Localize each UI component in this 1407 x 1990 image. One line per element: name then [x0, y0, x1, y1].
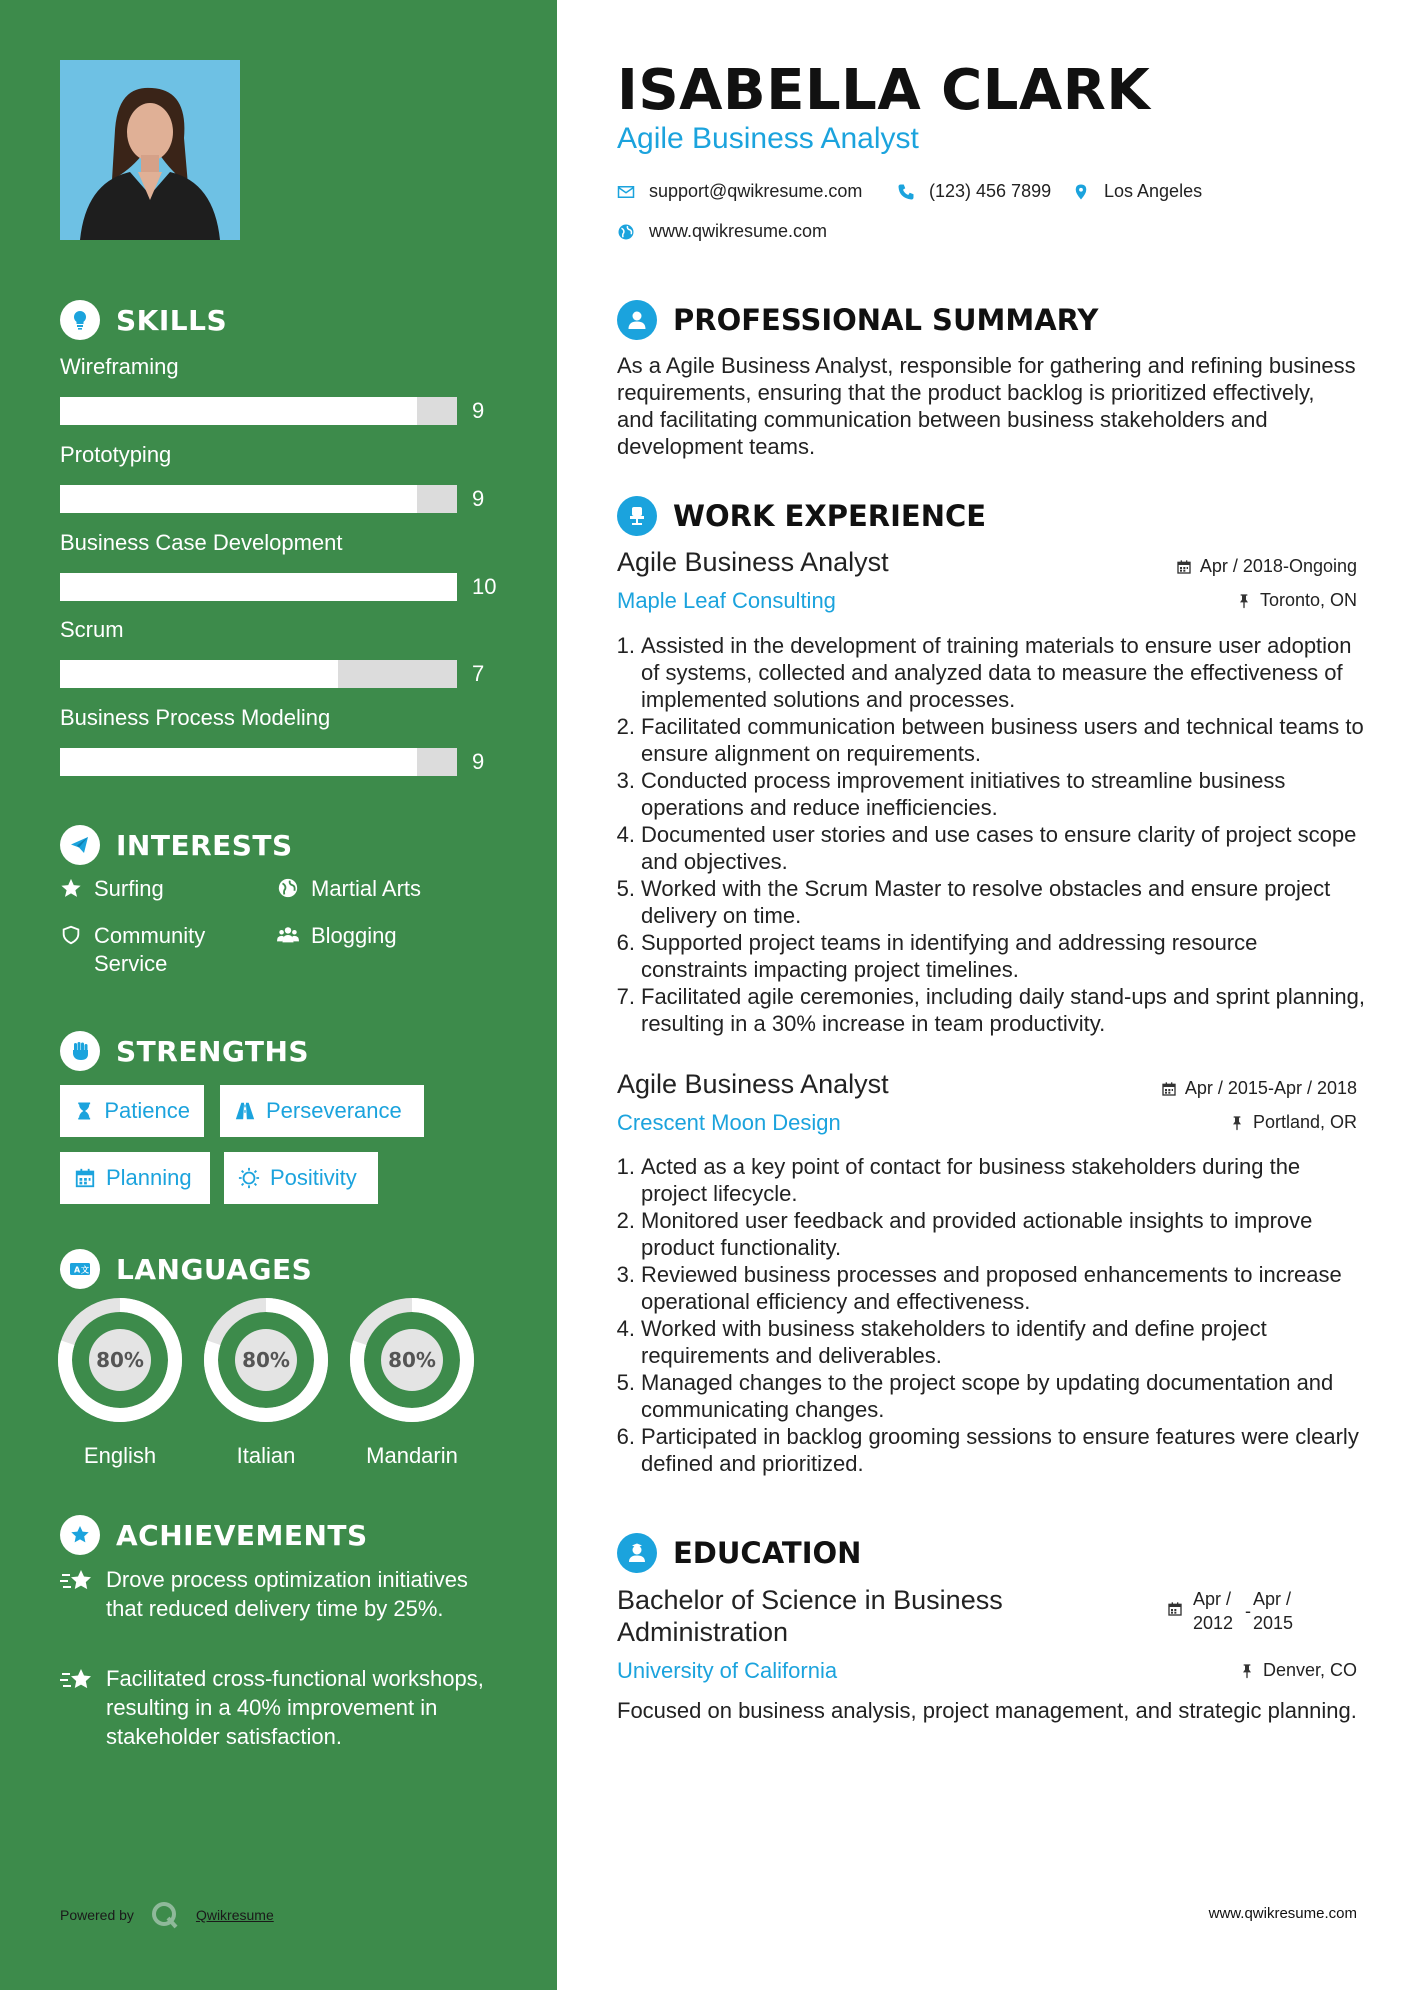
skill-name: Business Process Modeling	[60, 705, 331, 730]
paper-plane-icon	[60, 825, 100, 865]
users-icon	[277, 924, 299, 946]
pushpin-icon	[1236, 593, 1252, 609]
skill-value: 9	[472, 749, 485, 774]
star-badge-icon	[60, 1515, 100, 1555]
person-name: ISABELLA CLARK	[617, 58, 1151, 123]
education-heading: EDUCATION	[617, 1533, 861, 1573]
skill-bar	[60, 660, 457, 688]
skill-item	[60, 441, 500, 511]
interest-item: Surfing	[60, 875, 164, 903]
road-icon	[234, 1100, 256, 1122]
skill-bar-fill	[60, 397, 417, 425]
fist-icon	[60, 1031, 100, 1071]
powered-by	[60, 1900, 274, 1930]
language-ring	[204, 1298, 328, 1422]
skill-value: 7	[472, 661, 485, 686]
bullet-item: 5. Managed changes to the project scope by updating documentation and communicating changes.	[616, 1370, 1334, 1422]
achievements-heading: ACHIEVEMENTS	[60, 1515, 368, 1555]
interests-heading: INTERESTS	[60, 825, 293, 865]
language-name: Italian	[236, 1443, 296, 1468]
skill-name: Wireframing	[60, 354, 179, 379]
education-school: University of California	[617, 1658, 838, 1683]
language-item	[204, 1298, 328, 1469]
job-company: Crescent Moon Design	[617, 1110, 841, 1135]
job-title: Agile Business Analyst	[617, 1069, 889, 1099]
bullet-item: 5. Worked with the Scrum Master to resolve obstacles and ensure project delivery on time.	[616, 876, 1331, 928]
education-end: Apr / 2015	[1253, 1589, 1294, 1633]
calendar-icon	[1176, 559, 1192, 575]
skill-value: 9	[472, 398, 485, 423]
language-ring	[58, 1298, 182, 1422]
qwikresume-link[interactable]: Qwikresume	[195, 1907, 274, 1923]
skill-item	[60, 353, 500, 423]
skill-bar	[60, 748, 457, 776]
shooting-star-icon	[60, 1567, 94, 1597]
calendar-icon	[74, 1167, 96, 1189]
interest-item: Martial Arts	[277, 875, 421, 903]
skill-item	[60, 616, 500, 686]
language-item	[58, 1298, 182, 1469]
achievement-item	[60, 1565, 500, 1623]
lightbulb-icon	[60, 300, 100, 340]
contact-website[interactable]: www.qwikresume.com	[617, 221, 827, 242]
person-title: Agile Business Analyst	[617, 122, 919, 155]
main-content	[557, 0, 1407, 1990]
map-pin-icon	[1072, 183, 1090, 201]
skill-name: Prototyping	[60, 442, 172, 467]
contact-location: Los Angeles	[1072, 181, 1202, 202]
job-location: Toronto, ON	[1236, 590, 1357, 611]
bullet-item: 6. Supported project teams in identifying and addressing resource constraints impacting project timelines.	[616, 930, 1258, 982]
strength-badge: Perseverance	[220, 1085, 424, 1137]
bullet-item: 4. Worked with business stakeholders to identify and define project requirements and deliverables.	[616, 1316, 1267, 1368]
achievement-item	[60, 1664, 500, 1751]
education-start: Apr / 2012	[1193, 1589, 1234, 1633]
shield-icon	[60, 924, 82, 946]
calendar-icon	[1161, 1081, 1177, 1097]
skill-bar-fill	[60, 748, 417, 776]
job-title: Agile Business Analyst	[617, 547, 889, 577]
pushpin-icon	[1239, 1663, 1255, 1679]
contact-email[interactable]: support@qwikresume.com	[617, 181, 862, 202]
skill-name: Business Case Development	[60, 530, 343, 555]
pushpin-icon	[1229, 1115, 1245, 1131]
job-company: Maple Leaf Consulting	[617, 588, 836, 613]
globe-icon	[277, 877, 299, 899]
job-dates: Apr / 2015-Apr / 2018	[1161, 1078, 1357, 1099]
skill-item	[60, 529, 500, 599]
language-percent: 80%	[242, 1348, 290, 1372]
job-bullets	[609, 632, 1369, 1037]
bullet-item: 2. Facilitated communication between business users and technical teams to ensure alignment on requirements.	[616, 714, 1364, 766]
skill-bar	[60, 397, 457, 425]
skill-bar	[60, 573, 457, 601]
language-ring	[350, 1298, 474, 1422]
language-item	[350, 1298, 474, 1469]
education-description: Focused on business analysis, project management, and strategic planning.	[617, 1698, 1357, 1723]
svg-text:A: A	[74, 1265, 81, 1275]
interest-item: Blogging	[277, 922, 397, 950]
globe-icon	[617, 223, 635, 241]
languages-heading: A 文 LANGUAGES	[60, 1249, 312, 1289]
contact-phone[interactable]: (123) 456 7899	[897, 181, 1051, 202]
strength-badge: Planning	[60, 1152, 210, 1204]
date-separator: -	[1245, 1601, 1251, 1621]
user-icon	[617, 300, 657, 340]
summary-text: As a Agile Business Analyst, responsible for gathering and refining business requirements, ensuring that the product backlog is prioritized effectively, and facilitating communication between business stakeholders and development teams.	[617, 353, 1356, 459]
language-icon	[60, 1249, 100, 1289]
skill-bar	[60, 485, 457, 513]
sun-icon	[238, 1167, 260, 1189]
job-location: Portland, OR	[1229, 1112, 1357, 1133]
language-percent: 80%	[96, 1348, 144, 1372]
language-name: Mandarin	[366, 1443, 458, 1468]
degree-line: Administration	[617, 1617, 789, 1647]
profile-photo	[60, 60, 240, 240]
language-name: English	[83, 1443, 157, 1468]
interest-item: Community Service	[60, 922, 234, 978]
bullet-item: 7. Facilitated agile ceremonies, including daily stand-ups and sprint planning, resulting in a 30% increase in team productivity.	[616, 984, 1365, 1036]
experience-heading: WORK EXPERIENCE	[617, 496, 986, 536]
degree-title	[617, 1584, 1003, 1648]
bullet-item: 1. Assisted in the development of training materials to ensure user adoption of systems, collected and analyzed data to measure the effectiveness of implemented solutions and processes.	[616, 633, 1352, 712]
skill-item	[60, 704, 500, 774]
envelope-icon	[617, 183, 635, 201]
bullet-item: 3. Reviewed business processes and proposed enhancements to increase operational efficiency and effectiveness.	[616, 1262, 1342, 1314]
bullet-item: 3. Conducted process improvement initiatives to streamline business operations and reduce inefficiencies.	[616, 768, 1286, 820]
skill-bar-fill	[60, 485, 417, 513]
star-icon	[60, 877, 82, 899]
skills-heading: SKILLS	[60, 300, 227, 340]
strength-badge: Patience	[60, 1085, 204, 1137]
job-dates: Apr / 2018-Ongoing	[1176, 556, 1357, 577]
shooting-star-icon	[60, 1666, 94, 1696]
qwikresume-logo-icon	[150, 1900, 180, 1930]
chair-icon	[617, 496, 657, 536]
language-percent: 80%	[388, 1348, 436, 1372]
hourglass-icon	[74, 1100, 94, 1122]
sidebar	[0, 0, 557, 1990]
powered-by-label: Powered by	[60, 1907, 134, 1923]
job-bullets	[609, 1153, 1369, 1477]
bullet-item: 1. Acted as a key point of contact for business stakeholders during the project lifecycle.	[616, 1154, 1301, 1206]
graduate-icon	[617, 1533, 657, 1573]
bullet-item: 6. Participated in backlog grooming sessions to ensure features were clearly defined and prioritized.	[616, 1424, 1359, 1476]
skill-value: 9	[472, 486, 485, 511]
bullet-item: 2. Monitored user feedback and provided actionable insights to improve product functionality.	[616, 1208, 1313, 1260]
education-location: Denver, CO	[1239, 1660, 1357, 1681]
bullet-item: 4. Documented user stories and use cases to ensure clarity of project scope and objectives.	[616, 822, 1357, 874]
footer-url[interactable]: www.qwikresume.com	[1208, 1905, 1357, 1922]
achievement-text: Drove process optimization initiatives that reduced delivery time by 25%.	[106, 1567, 468, 1621]
skill-bar-fill	[60, 660, 338, 688]
skill-bar-fill	[60, 573, 457, 601]
skill-value: 10	[472, 574, 497, 599]
svg-text:文: 文	[81, 1265, 90, 1275]
skill-name: Scrum	[60, 617, 124, 642]
summary-heading: PROFESSIONAL SUMMARY	[617, 300, 1098, 340]
strength-badge: Positivity	[224, 1152, 378, 1204]
strengths-heading: STRENGTHS	[60, 1031, 309, 1071]
achievement-text: Facilitated cross-functional workshops, resulting in a 40% improvement in stakeholder satisfaction.	[106, 1666, 484, 1749]
degree-line: Bachelor of Science in Business	[617, 1585, 1003, 1615]
phone-icon	[897, 183, 915, 201]
calendar-icon	[1167, 1601, 1183, 1617]
education-dates	[1167, 1587, 1293, 1635]
